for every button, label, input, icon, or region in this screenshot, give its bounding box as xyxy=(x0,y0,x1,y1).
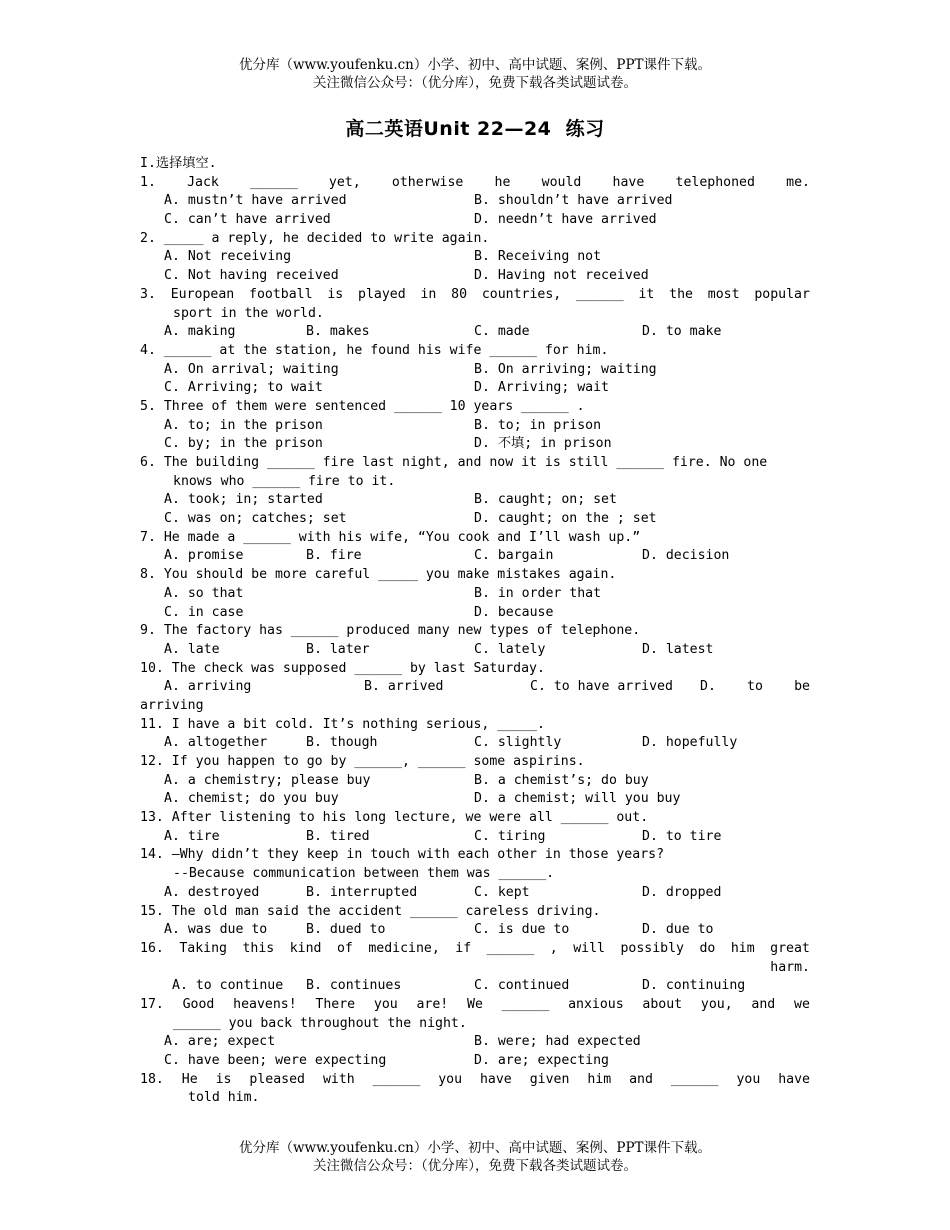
word: most xyxy=(707,286,740,302)
word: it xyxy=(638,286,655,302)
option-d xyxy=(700,678,810,697)
option-c: C. have been; were expecting xyxy=(164,1053,387,1068)
footer-line-1: 优分库（www.youfenku.cn）小学、初中、高中试题、案例、PPT课件下载。 xyxy=(238,1140,712,1156)
question-15-stem: 15. The old man said the accident ______ careless driving. xyxy=(140,903,601,919)
footer-line-2: 关注微信公众号：（优分库），免费下载各类试题试卷。 xyxy=(313,1158,637,1174)
question-17-options-ab xyxy=(140,1033,810,1052)
word: is xyxy=(327,286,344,302)
page-title: 高二英语Unit 22—24 练习 xyxy=(345,118,605,140)
question-1-options-ab xyxy=(140,192,810,211)
word: we xyxy=(794,996,810,1012)
word: have xyxy=(479,1071,512,1087)
word: will xyxy=(573,940,605,956)
option-b: B. continues xyxy=(306,978,402,994)
option-c: C. tiring xyxy=(474,828,546,844)
word: ______ xyxy=(670,1071,719,1087)
option-d: D. latest xyxy=(642,641,714,657)
word: yet, xyxy=(328,174,361,190)
option-a: A. promise xyxy=(164,548,244,564)
question-6-options-ab xyxy=(140,491,810,510)
question-16-stem xyxy=(140,940,810,959)
header-line-2: 关注微信公众号：（优分库），免费下载各类试题试卷。 xyxy=(313,75,637,91)
option-c: C. lately xyxy=(474,641,546,657)
question-13-stem: 13. After listening to his long lecture, we were all ______ out. xyxy=(140,810,649,826)
question-14-stem: 14. –Why didn’t they keep in touch with each other in those years? xyxy=(140,847,665,863)
question-4-stem: 4. ______ at the station, he found his wife ______ for him. xyxy=(140,342,609,358)
word: you xyxy=(438,1071,463,1087)
question-3-options xyxy=(140,323,810,342)
word: ______ xyxy=(486,940,535,956)
word: have xyxy=(612,174,645,190)
page-header xyxy=(0,56,950,92)
word: otherwise xyxy=(391,174,464,190)
question-12-stem: 12. If you happen to go by ______, ______ some aspirins. xyxy=(140,754,585,769)
option-a: A. mustn’t have arrived xyxy=(164,193,347,209)
option-c: C. is due to xyxy=(474,922,570,938)
word: given xyxy=(529,1071,570,1087)
question-7-stem: 7. He made a ______ with his wife, “You cook and I’ll wash up.” xyxy=(140,529,641,545)
word: European xyxy=(170,286,235,302)
question-17-stem-cont: ______ you back throughout the night. xyxy=(173,1015,467,1031)
option-a: A. altogether xyxy=(164,735,268,751)
option-d: D. because xyxy=(474,604,554,620)
exercise-content xyxy=(140,155,810,1108)
question-6-stem: 6. The building ______ fire last night, and now it is still ______ fire. No one xyxy=(140,455,768,470)
question-13-options xyxy=(140,828,810,847)
option-b: B. to; in prison xyxy=(474,417,602,433)
option-d: D. hopefully xyxy=(642,735,738,751)
question-8-stem: 8. You should be more careful _____ you make mistakes again. xyxy=(140,567,617,583)
question-16-stem-cont: harm. xyxy=(770,959,810,975)
question-1-stem xyxy=(140,174,810,193)
option-a: A. was due to xyxy=(164,922,268,938)
option-d: D. Arriving; wait xyxy=(474,380,609,396)
option-a: A. On arrival; waiting xyxy=(164,361,339,377)
option-c: C. kept xyxy=(474,884,530,900)
question-10-options xyxy=(140,678,810,697)
option-b: B. Receiving not xyxy=(474,249,602,265)
word: ______ xyxy=(576,286,624,302)
option-d: D. to tire xyxy=(642,828,722,844)
option-b: B. though xyxy=(306,735,378,751)
option-d: D. needn’t have arrived xyxy=(474,212,657,228)
word: ______ xyxy=(372,1071,421,1087)
option-a: A. to; in the prison xyxy=(164,417,323,433)
question-12-options-cd xyxy=(140,790,810,809)
word: popular xyxy=(754,286,810,302)
word: , xyxy=(549,940,558,956)
question-8-options-ab xyxy=(140,585,810,604)
question-8-options-cd xyxy=(140,604,810,623)
option-c: C. in case xyxy=(164,604,244,620)
option-a: A. destroyed xyxy=(164,884,260,900)
option-c: C. can’t have arrived xyxy=(164,212,331,228)
word: do xyxy=(699,940,716,956)
question-3-stem-cont: sport in the world. xyxy=(173,305,324,321)
option-d: D. decision xyxy=(642,548,730,564)
word: countries, xyxy=(481,286,562,302)
option-b: B. were; had expected xyxy=(474,1034,641,1050)
question-6-stem-cont: knows who ______ fire to it. xyxy=(173,473,396,489)
question-10-option-d-cont: arriving xyxy=(140,697,204,713)
word: about xyxy=(642,996,683,1012)
word: 3. xyxy=(140,286,156,302)
word: played xyxy=(358,286,406,302)
word: medicine, xyxy=(368,940,440,956)
word: Jack xyxy=(187,174,219,190)
option-a: A. tire xyxy=(164,828,220,844)
option-a: A. late xyxy=(164,641,220,657)
question-11-options xyxy=(140,734,810,753)
option-c: C. made xyxy=(474,324,530,340)
header-line-1: 优分库（www.youfenku.cn）小学、初中、高中试题、案例、PPT课件下载。 xyxy=(238,57,712,73)
word: the xyxy=(669,286,693,302)
word: and xyxy=(629,1071,653,1087)
option-b: B. in order that xyxy=(474,585,602,601)
option-d: D. 不填; in prison xyxy=(474,436,612,452)
word: ______ xyxy=(501,996,550,1012)
question-18-stem xyxy=(140,1071,810,1090)
word: if xyxy=(455,940,472,956)
option-d: D. to make xyxy=(642,324,722,340)
question-14-options xyxy=(140,884,810,903)
word: would xyxy=(541,174,582,190)
word: him xyxy=(730,940,755,956)
question-5-options-cd xyxy=(140,435,810,454)
question-9-options xyxy=(140,641,810,660)
word: Good xyxy=(182,996,215,1012)
word: with xyxy=(322,1071,355,1087)
question-11-stem: 11. I have a bit cold. It’s nothing serious, _____. xyxy=(140,716,545,732)
word: is xyxy=(215,1071,232,1087)
word: you xyxy=(736,1071,761,1087)
word: are! xyxy=(416,996,449,1012)
option-c: C. continued xyxy=(474,978,570,994)
word: him xyxy=(587,1071,612,1087)
option-a: A. to continue xyxy=(172,978,284,994)
option-b: B. tired xyxy=(306,828,370,844)
option-b: B. interrupted xyxy=(306,884,418,900)
question-4-options-cd xyxy=(140,379,810,398)
word: Taking xyxy=(179,940,227,956)
section-heading: I.选择填空. xyxy=(140,156,217,171)
question-6-options-cd xyxy=(140,510,810,529)
option-b: B. dued to xyxy=(306,922,386,938)
option-d: D. due to xyxy=(642,922,714,938)
question-5-options-ab xyxy=(140,417,810,436)
question-18-stem-cont: told him. xyxy=(188,1090,260,1106)
option-c: C. by; in the prison xyxy=(164,436,323,452)
word: telephoned xyxy=(675,174,755,190)
option-a: A. arriving xyxy=(164,679,252,695)
word: 80 xyxy=(451,286,468,302)
option-b: B. arrived xyxy=(364,679,444,695)
option-a: A. a chemistry; please buy xyxy=(164,772,371,788)
option-a: A. making xyxy=(164,324,236,340)
option-d: D. caught; on the ; set xyxy=(474,511,657,527)
option-b: B. caught; on; set xyxy=(474,492,617,508)
question-16-options xyxy=(140,977,810,996)
question-5-stem: 5. Three of them were sentenced ______ 10 years ______ . xyxy=(140,398,585,414)
word: great xyxy=(770,940,810,956)
question-4-options-ab xyxy=(140,361,810,380)
word: have xyxy=(778,1071,810,1087)
option-c: C. slightly xyxy=(474,735,562,751)
word: and xyxy=(751,996,776,1012)
option-c: A. chemist; do you buy xyxy=(164,791,339,807)
option-a: A. took; in; started xyxy=(164,492,323,508)
question-3-stem xyxy=(140,286,810,305)
word: 1. xyxy=(140,174,156,190)
word: you, xyxy=(700,996,733,1012)
word: 16. xyxy=(140,940,164,956)
word: this xyxy=(242,940,275,956)
word: kind xyxy=(289,940,322,956)
word: to xyxy=(747,679,763,695)
option-a: A. are; expect xyxy=(164,1034,276,1050)
question-12-options-ab xyxy=(140,772,810,791)
question-1-options-cd xyxy=(140,211,810,230)
question-7-options xyxy=(140,547,810,566)
word: me. xyxy=(786,174,810,190)
option-c: C. Not having received xyxy=(164,268,339,284)
word: possibly xyxy=(620,940,684,956)
option-b: B. makes xyxy=(306,324,370,340)
word: We xyxy=(467,996,483,1012)
option-d: D. dropped xyxy=(642,884,722,900)
option-c: C. to have arrived xyxy=(530,679,673,695)
option-b: B. later xyxy=(306,641,370,657)
option-d: D. Having not received xyxy=(474,268,649,284)
option-b: B. On arriving; waiting xyxy=(474,361,657,377)
page-footer xyxy=(0,1139,950,1175)
option-c: C. bargain xyxy=(474,548,554,564)
question-17-stem xyxy=(140,996,810,1015)
question-2-stem: 2. _____ a reply, he decided to write again. xyxy=(140,230,490,246)
question-2-options-cd xyxy=(140,267,810,286)
option-b: B. fire xyxy=(306,548,362,564)
question-17-options-cd xyxy=(140,1052,810,1071)
word: He xyxy=(181,1071,198,1087)
word: he xyxy=(494,174,511,190)
question-14-stem-cont: --Because communication between them was ______. xyxy=(173,866,555,882)
word: anxious xyxy=(568,996,624,1012)
word: D. xyxy=(700,679,716,695)
word: of xyxy=(336,940,353,956)
option-d: D. continuing xyxy=(642,978,746,994)
question-2-options-ab xyxy=(140,248,810,267)
option-c: C. Arriving; to wait xyxy=(164,380,323,396)
option-a: A. so that xyxy=(164,585,244,601)
option-d: D. a chemist; will you buy xyxy=(474,791,681,807)
question-10-stem: 10. The check was supposed ______ by last Saturday. xyxy=(140,660,545,676)
word: pleased xyxy=(249,1071,305,1087)
option-b: B. shouldn’t have arrived xyxy=(474,193,673,209)
word: football xyxy=(249,286,313,302)
word: ______ xyxy=(250,174,298,190)
question-15-options xyxy=(140,921,810,940)
word: There xyxy=(315,996,356,1012)
word: 17. xyxy=(140,996,164,1012)
word: heavens! xyxy=(233,996,297,1012)
question-9-stem: 9. The factory has ______ produced many new types of telephone. xyxy=(140,623,641,639)
word: be xyxy=(794,679,810,695)
option-a: A. Not receiving xyxy=(164,249,292,265)
word: 18. xyxy=(140,1071,164,1087)
word: in xyxy=(420,286,437,302)
option-d: D. are; expecting xyxy=(474,1053,609,1068)
word: you xyxy=(373,996,398,1012)
option-c: C. was on; catches; set xyxy=(164,511,347,527)
option-b: B. a chemist’s; do buy xyxy=(474,772,649,788)
